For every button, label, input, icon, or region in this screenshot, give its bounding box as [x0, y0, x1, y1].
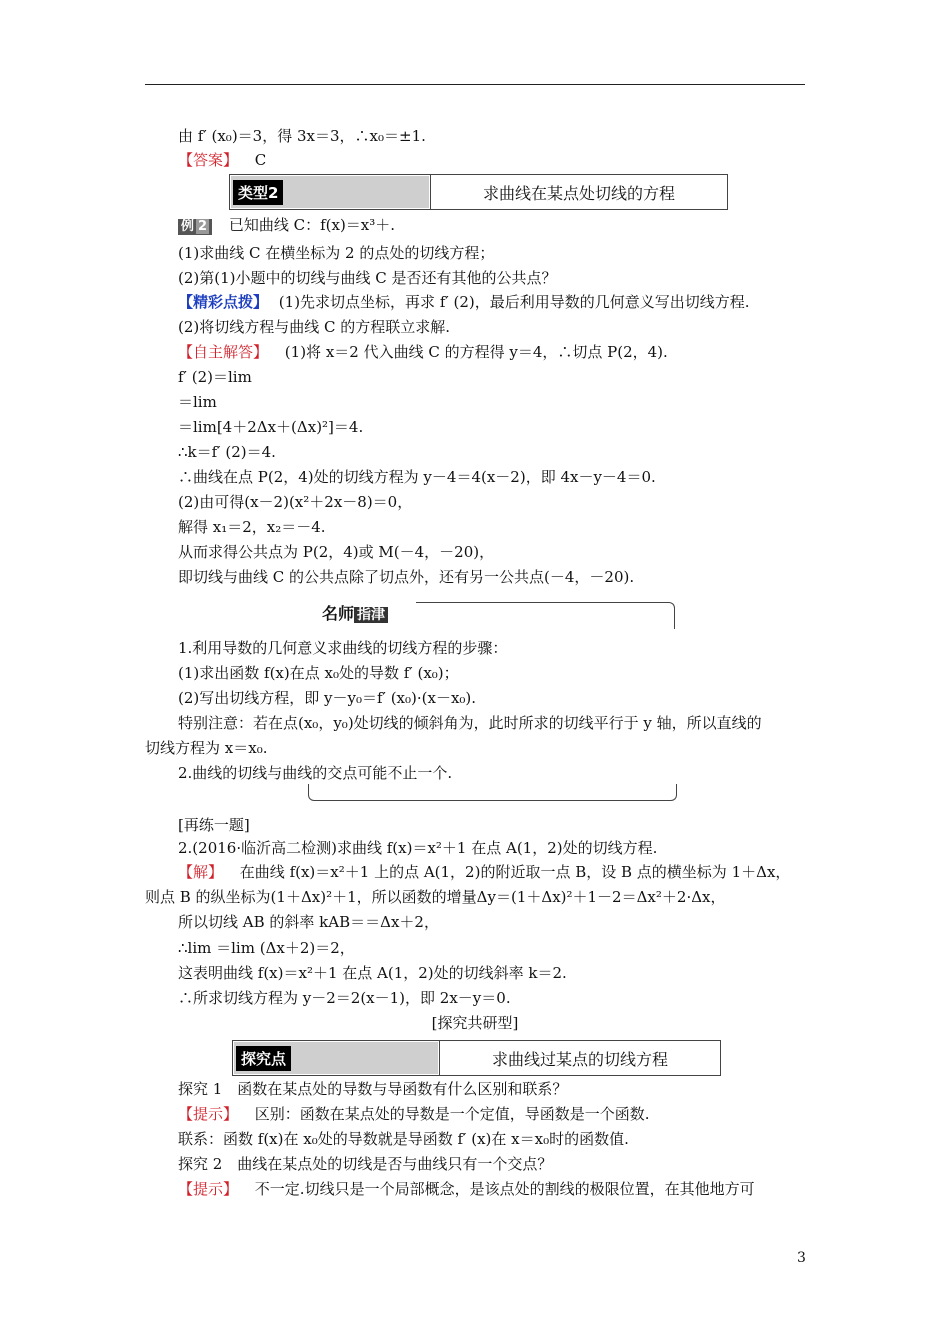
text-line: 探究 2 曲线在某点处的切线是否与曲线只有一个交点？	[178, 1155, 553, 1173]
tip-bracket	[416, 602, 675, 629]
explore-title: 求曲线过某点的切线方程	[439, 1041, 720, 1075]
page-number: 3	[797, 1250, 806, 1266]
text-line: [再练一题]	[178, 816, 250, 834]
solution-tag: 【自主解答】	[178, 343, 269, 361]
hint-text: 区别：函数在某点处的导数是一个定值，导函数是一个函数.	[254, 1105, 650, 1123]
text-line: (2)由可得(x－2)(x²＋2x－8)＝0，	[178, 493, 413, 511]
solution-text: (1)将 x＝2 代入曲线 C 的方程得 y＝4，∴切点 P(2，4).	[284, 343, 668, 361]
explore-label	[234, 1042, 438, 1074]
text-line: ∴lim ＝lim (Δx＋2)＝2，	[178, 939, 355, 957]
text-line: ＝lim	[178, 393, 217, 411]
solution-text: 在曲线 f(x)＝x²＋1 上的点 A(1，2)的附近取一点 B，设 B 点的横坐标为 1＋Δx，	[239, 863, 791, 881]
section-title: [探究共研型]	[431, 1014, 519, 1032]
text-line: 1.利用导数的几何意义求曲线的切线方程的步骤：	[178, 639, 508, 657]
answer-line	[178, 150, 266, 170]
header-rule	[145, 84, 805, 85]
text-line: 即切线与曲线 C 的公共点除了切点外，还有另一公共点(－4，－20).	[178, 568, 635, 586]
tip-label: 名师 指津	[322, 601, 388, 624]
text-line: (1)求出函数 f(x)在点 x₀处的导数 f′ (x₀)；	[178, 664, 459, 682]
text-line: f′ (2)＝lim	[178, 368, 252, 386]
text-line: 这表明曲线 f(x)＝x²＋1 在点 A(1，2)处的切线斜率 k＝2.	[178, 964, 567, 982]
text-line: (2)将切线方程与曲线 C 的方程联立求解.	[178, 318, 451, 336]
hint-tag: 【精彩点拨】	[178, 293, 269, 311]
text-line: 特别注意：若在点(x₀，y₀)处切线的倾斜角为，此时所求的切线平行于 y 轴，所以直线的	[178, 714, 762, 732]
text-line: 由 f′ (x₀)＝3，得 3x＝3，∴x₀＝±1.	[178, 127, 426, 145]
hint-tag: 【提示】	[178, 1180, 239, 1198]
teacher-tip-header	[308, 598, 675, 630]
text-line: 2.(2016·临沂高二检测)求曲线 f(x)＝x²＋1 在点 A(1，2)处的切线方程.	[178, 839, 658, 857]
text-line: 探究 1 函数在某点处的导数与导函数有什么区别和联系？	[178, 1080, 568, 1098]
hint-tag: 【提示】	[178, 1105, 239, 1123]
example-line	[178, 215, 395, 235]
text-line: 切线方程为 x＝x₀.	[145, 739, 268, 757]
teacher-tip-footer	[308, 784, 677, 801]
text-line: ∴所求切线方程为 y－2＝2(x－1)，即 2x－y＝0.	[178, 989, 511, 1007]
type2-label	[231, 176, 429, 208]
text-line: 解得 x₁＝2，x₂＝－4.	[178, 518, 326, 536]
answer-tag: 【答案】	[178, 151, 239, 169]
text-line: 从而求得公共点为 P(2，4)或 M(－4，－20)，	[178, 543, 495, 561]
solution-tag: 【解】	[178, 863, 224, 881]
text-line: 则点 B 的纵坐标为(1＋Δx)²＋1，所以函数的增量Δy＝(1＋Δx)²＋1－2＝Δx²＋2·Δx，	[145, 888, 726, 906]
hint-line	[178, 1179, 755, 1199]
hint-line	[178, 292, 750, 312]
type2-title: 求曲线在某点处切线的方程	[430, 175, 727, 209]
text-line: ∴k＝f′ (2)＝4.	[178, 443, 276, 461]
text-line: 2.曲线的切线与曲线的交点可能不止一个.	[178, 764, 453, 782]
text-line: (1)求曲线 C 在横坐标为 2 的点处的切线方程；	[178, 244, 495, 262]
text-line: (2)第(1)小题中的切线与曲线 C 是否还有其他的公共点？	[178, 269, 557, 287]
hint-line	[178, 1104, 650, 1124]
text-line: ＝lim[4＋2Δx＋(Δx)²]＝4.	[178, 418, 364, 436]
text-line: 所以切线 AB 的斜率 kAB＝＝Δx＋2，	[178, 913, 439, 931]
text-line: 联系：函数 f(x)在 x₀处的导数就是导函数 f′ (x)在 x＝x₀时的函数值.	[178, 1130, 629, 1148]
answer-value: C	[254, 151, 267, 169]
hint-text: 不一定.切线只是一个局部概念，是该点处的割线的极限位置，在其他地方可	[254, 1180, 755, 1198]
hint-text: (1)先求切点坐标，再求 f′ (2)，最后利用导数的几何意义写出切线方程.	[278, 293, 750, 311]
solution-line	[178, 342, 668, 362]
example-badge: 例 2	[178, 219, 212, 235]
text-line: ∴曲线在点 P(2，4)处的切线方程为 y－4＝4(x－2)，即 4x－y－4＝0.	[178, 468, 656, 486]
solution-line	[178, 862, 790, 882]
explore-badge: 探究点	[236, 1046, 291, 1071]
text-line: (2)写出切线方程，即 y－y₀＝f′ (x₀)·(x－x₀).	[178, 689, 477, 707]
explore-header	[232, 1040, 721, 1076]
type2-header	[229, 174, 728, 210]
type2-badge: 类型2	[233, 180, 283, 205]
example-text: 已知曲线 C：f(x)＝x³＋.	[228, 216, 396, 234]
